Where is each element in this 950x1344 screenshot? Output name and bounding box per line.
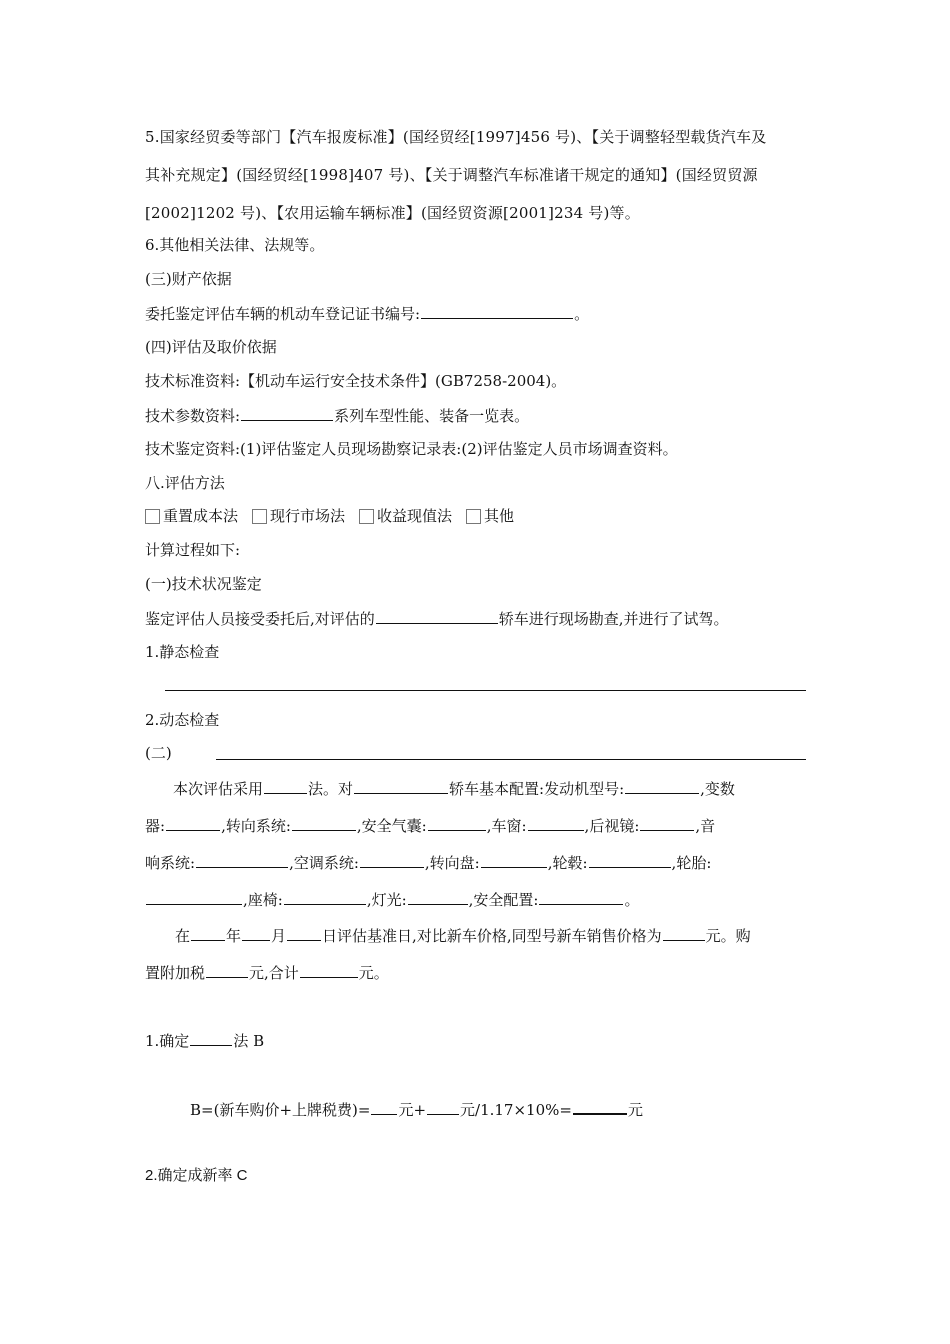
tech-param-suffix: 系列车型性能、装备一览表。: [334, 407, 530, 425]
seat-field[interactable]: [284, 889, 366, 905]
dynamic-check-heading: 2.动态检查: [145, 711, 220, 729]
text: 元。购: [705, 927, 751, 945]
ac-system-field[interactable]: [360, 852, 424, 868]
text: 本次评估采用: [173, 780, 264, 798]
lights-field[interactable]: [408, 889, 468, 905]
text: 法。对: [308, 780, 354, 798]
text: 元。: [358, 964, 389, 982]
audio-system-field[interactable]: [196, 852, 288, 868]
config-line-3: [145, 852, 711, 873]
year-field[interactable]: [191, 925, 225, 941]
hub-field[interactable]: [589, 852, 671, 868]
window-field[interactable]: [528, 815, 584, 831]
basis-item5-line1: 5.国家经贸委等部门【汽车报废标准】(国经贸经[1997]456 号)、【关于调整轻型载货汽车及: [145, 128, 767, 146]
static-check-rule[interactable]: [165, 690, 806, 691]
text: 法 B: [233, 1032, 265, 1050]
new-car-price-input[interactable]: [371, 1099, 397, 1115]
text: ,空调系统:: [289, 854, 359, 872]
tax-fee-input[interactable]: [427, 1099, 459, 1115]
b-result-field[interactable]: [573, 1098, 627, 1115]
config-line-1: [173, 778, 735, 799]
text: ,灯光:: [366, 891, 407, 909]
method-option-other[interactable]: [466, 507, 514, 525]
registration-end: 。: [574, 305, 590, 323]
static-check-heading: 1.静态检查: [145, 643, 220, 661]
safety-config-field[interactable]: [539, 889, 623, 905]
text: ,变数: [700, 780, 735, 798]
tech-standard: 技术标准资料:【机动车运行安全技术条件】(GB7258-2004)。: [145, 372, 567, 390]
checkbox[interactable]: [359, 509, 374, 524]
text: 月: [271, 927, 287, 945]
checkbox[interactable]: [145, 509, 160, 524]
text: 器:: [145, 817, 166, 835]
text: ,轮胎:: [671, 854, 712, 872]
option-label: 收益现值法: [377, 507, 453, 525]
text: 元,合计: [249, 964, 299, 982]
method-options: [145, 506, 528, 526]
basis-item6: 6.其他相关法律、法规等。: [145, 236, 325, 254]
method-option-market[interactable]: [252, 507, 345, 525]
transmission-field[interactable]: [166, 815, 220, 831]
tire-field[interactable]: [146, 889, 242, 905]
text: ,轮毂:: [547, 854, 588, 872]
property-heading: (三)财产依据: [145, 270, 232, 288]
text: 响系统:: [145, 854, 196, 872]
text: 1.确定: [145, 1032, 190, 1050]
text: ,音: [695, 817, 716, 835]
intro-post: 轿车进行现场勘查,并进行了试驾。: [498, 610, 729, 628]
checkbox[interactable]: [252, 509, 267, 524]
tech-param-line: [145, 405, 529, 426]
section-2-label: (二): [145, 744, 172, 762]
text: B=(新车购价+上牌税费)=: [190, 1101, 371, 1119]
tech-status-heading: (一)技术状况鉴定: [145, 575, 262, 593]
tech-param-series-field[interactable]: [241, 405, 333, 421]
tech-param-label: 技术参数资料:: [145, 407, 241, 425]
total-field[interactable]: [300, 962, 358, 978]
text: ,座椅:: [243, 891, 283, 909]
basis-item5-line3: [2002]1202 号)、【农用运输车辆标准】(国经贸资源[2001]234 号)等。: [145, 204, 640, 222]
text: 元: [627, 1101, 643, 1119]
price-line-1: [175, 925, 751, 946]
tech-status-intro: [145, 608, 729, 629]
text: ,安全配置:: [468, 891, 539, 909]
text: 轿车基本配置:发动机型号:: [449, 780, 625, 798]
price-line-2: [145, 962, 389, 983]
engine-model-field[interactable]: [625, 778, 699, 794]
text: 置附加税: [145, 964, 206, 982]
text: 元/1.17×10%=: [460, 1101, 572, 1119]
text: 年: [226, 927, 242, 945]
valuation-heading: (四)评估及取价依据: [145, 338, 277, 356]
car-model-field[interactable]: [354, 778, 448, 794]
day-field[interactable]: [287, 925, 321, 941]
config-line-2: [145, 815, 715, 836]
method-option-replacement-cost[interactable]: [145, 507, 238, 525]
tech-appraisal: 技术鉴定资料:(1)评估鉴定人员现场勘察记录表:(2)评估鉴定人员市场调查资料。: [145, 440, 678, 458]
new-car-price-field[interactable]: [663, 925, 705, 941]
registration-label: 委托鉴定评估车辆的机动车登记证书编号:: [145, 305, 421, 323]
intro-pre: 鉴定评估人员接受委托后,对评估的: [145, 610, 375, 628]
text: ,安全气囊:: [356, 817, 427, 835]
calc-intro: 计算过程如下:: [145, 541, 241, 559]
checkbox[interactable]: [466, 509, 481, 524]
text: ,后视镜:: [584, 817, 640, 835]
steering-wheel-field[interactable]: [481, 852, 547, 868]
steering-system-field[interactable]: [292, 815, 356, 831]
purchase-tax-field[interactable]: [206, 962, 248, 978]
config-line-4: [145, 889, 640, 910]
method-option-income[interactable]: [359, 507, 452, 525]
option-label: 其他: [484, 507, 515, 525]
text: 日评估基准日,对比新车价格,同型号新车销售价格为: [322, 927, 662, 945]
text: 在: [175, 927, 191, 945]
method-field[interactable]: [264, 778, 307, 794]
text: 。: [624, 891, 640, 909]
section-2-rule[interactable]: [216, 759, 806, 760]
option-label: 现行市场法: [270, 507, 346, 525]
b-method-field[interactable]: [190, 1030, 232, 1046]
registration-line: [145, 303, 589, 324]
airbag-field[interactable]: [428, 815, 486, 831]
registration-number-field[interactable]: [421, 303, 573, 319]
option-label: 重置成本法: [163, 507, 239, 525]
month-field[interactable]: [242, 925, 270, 941]
mirror-field[interactable]: [640, 815, 694, 831]
b-formula-line: [190, 1098, 643, 1120]
text: ,转向盘:: [424, 854, 480, 872]
text: ,车窗:: [486, 817, 527, 835]
method-heading: 八.评估方法: [145, 474, 225, 492]
text: ,转向系统:: [221, 817, 291, 835]
basis-item5-line2: 其补充规定】(国经贸经[1998]407 号)、【关于调整汽车标准诸干规定的通知】(国经贸贸源: [145, 166, 758, 184]
text: 元+: [398, 1101, 427, 1119]
vehicle-model-field[interactable]: [376, 608, 498, 624]
determine-c-heading: 2.确定成新率 C: [145, 1167, 248, 1184]
determine-b-line: [145, 1030, 264, 1051]
